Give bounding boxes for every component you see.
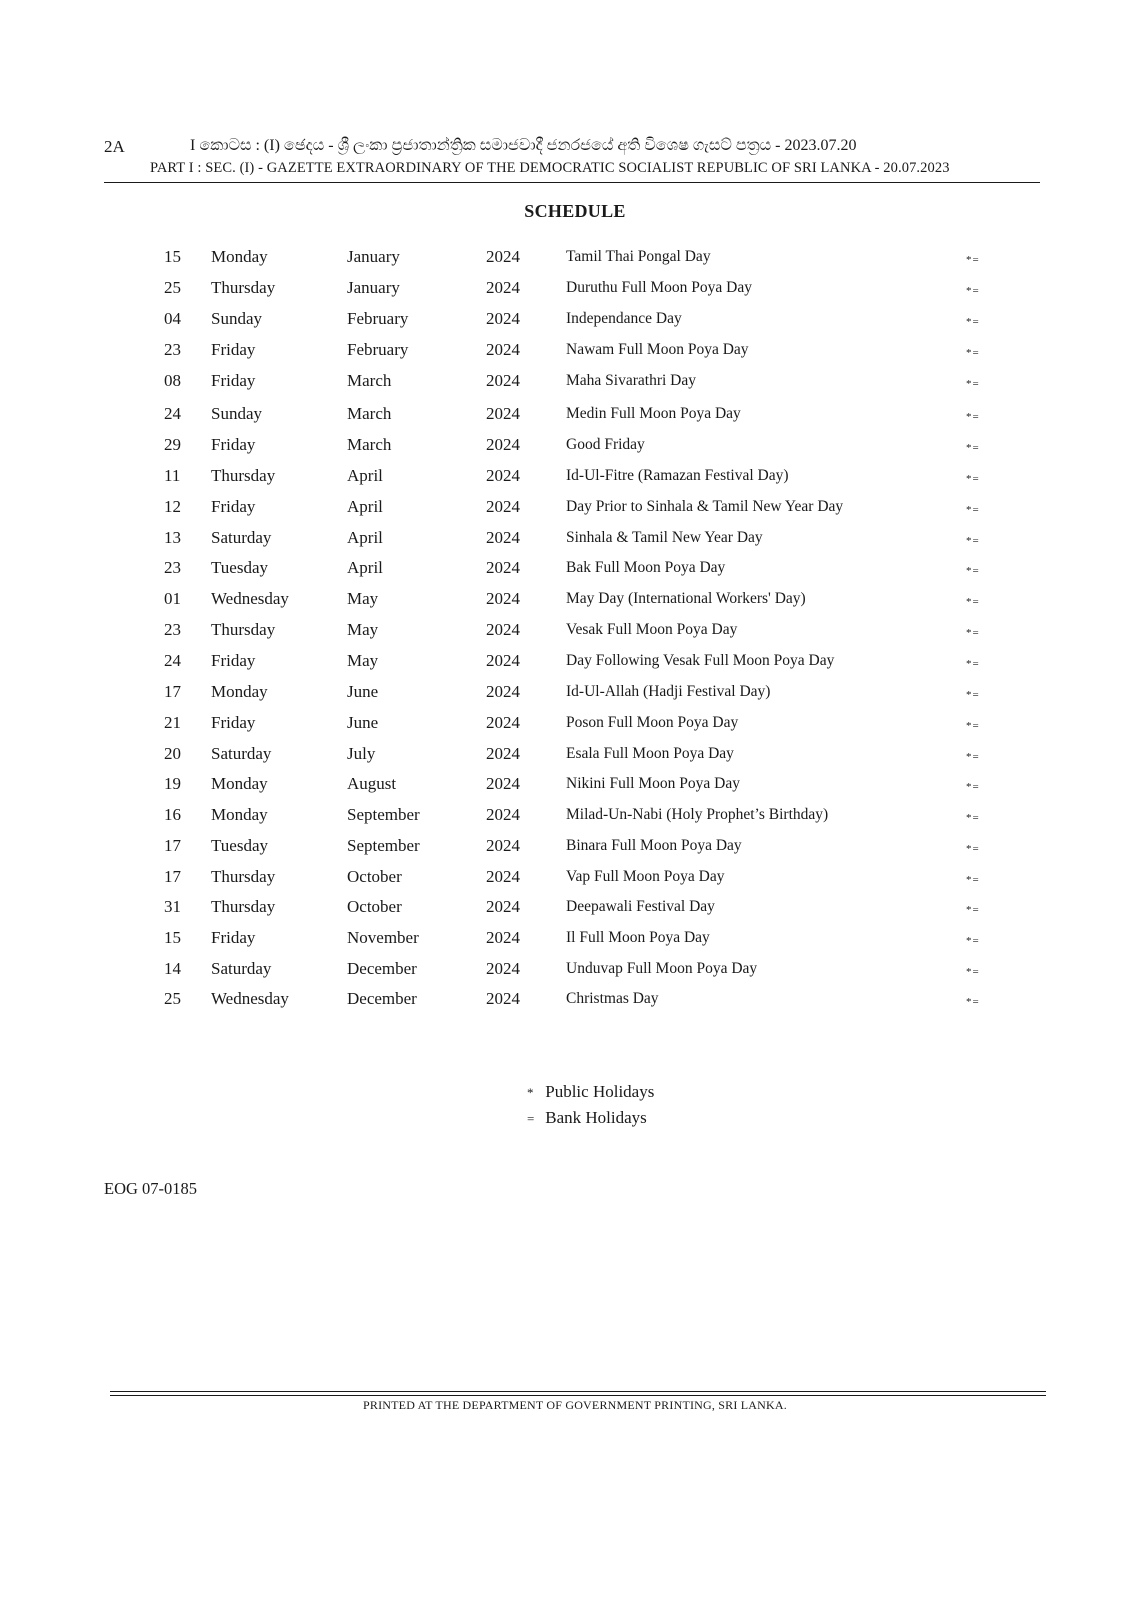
holiday-weekday: Wednesday (211, 589, 289, 608)
holiday-month: April (347, 528, 383, 547)
holiday-date: 16 (164, 805, 181, 824)
holiday-weekday: Thursday (211, 867, 276, 886)
legend-bank-label: Bank Holidays (545, 1108, 647, 1127)
footer-rule-bottom (110, 1395, 1046, 1396)
holiday-marker: *= (966, 874, 980, 886)
holiday-weekday: Sunday (211, 309, 262, 328)
holiday-month: June (347, 682, 379, 701)
holiday-year: 2024 (486, 682, 520, 701)
holiday-weekday: Monday (211, 247, 268, 266)
holiday-date: 24 (164, 404, 181, 423)
holiday-month: November (347, 928, 419, 947)
holiday-marker: *= (966, 504, 980, 516)
holiday-date: 17 (164, 867, 181, 886)
holiday-month: July (347, 744, 376, 763)
holiday-marker: *= (966, 751, 980, 763)
holiday-name: Sinhala & Tamil New Year Day (566, 529, 763, 546)
holiday-year: 2024 (486, 897, 520, 916)
holiday-month: May (347, 651, 379, 670)
holiday-date: 01 (164, 589, 181, 608)
holiday-year: 2024 (486, 247, 520, 266)
holiday-weekday: Thursday (211, 897, 276, 916)
table-row (0, 558, 1131, 584)
holiday-year: 2024 (486, 713, 520, 732)
header-english-line: PART I : SEC. (I) - GAZETTE EXTRAORDINARY OF THE DEMOCRATIC SOCIALIST REPUBLIC OF SRI LANKA - 20.07.2023 (150, 160, 950, 176)
holiday-weekday: Friday (211, 435, 256, 454)
holiday-marker: *= (966, 596, 980, 608)
table-row (0, 466, 1131, 492)
holiday-name: Deepawali Festival Day (566, 898, 715, 915)
table-row (0, 497, 1131, 523)
holiday-weekday: Wednesday (211, 989, 289, 1008)
holiday-name: Good Friday (566, 436, 645, 453)
holiday-marker: *= (966, 442, 980, 454)
table-row (0, 959, 1131, 985)
holiday-date: 23 (164, 620, 181, 639)
holiday-month: May (347, 620, 379, 639)
holiday-year: 2024 (486, 928, 520, 947)
holiday-date: 15 (164, 247, 181, 266)
holiday-year: 2024 (486, 867, 520, 886)
holiday-date: 12 (164, 497, 181, 516)
holiday-weekday: Thursday (211, 620, 276, 639)
holiday-year: 2024 (486, 774, 520, 793)
holiday-name: Tamil Thai Pongal Day (566, 248, 711, 265)
holiday-marker: *= (966, 781, 980, 793)
holiday-year: 2024 (486, 497, 520, 516)
table-row (0, 309, 1131, 335)
holiday-date: 23 (164, 340, 181, 359)
holiday-month: May (347, 589, 379, 608)
holiday-weekday: Monday (211, 682, 268, 701)
table-row (0, 989, 1131, 1015)
holiday-weekday: Thursday (211, 278, 276, 297)
holiday-name: Esala Full Moon Poya Day (566, 745, 734, 762)
holiday-month: September (347, 805, 420, 824)
holiday-name: Maha Sivarathri Day (566, 372, 696, 389)
table-row (0, 651, 1131, 677)
holiday-marker: *= (966, 411, 980, 423)
holiday-weekday: Thursday (211, 466, 276, 485)
legend-public-symbol: * (527, 1085, 534, 1100)
holiday-date: 17 (164, 682, 181, 701)
table-row (0, 774, 1131, 800)
legend-public (527, 1082, 654, 1108)
holiday-month: February (347, 340, 409, 359)
legend-bank-symbol: = (527, 1111, 535, 1126)
holiday-marker: *= (966, 347, 980, 359)
table-row (0, 435, 1131, 461)
holiday-year: 2024 (486, 558, 520, 577)
table-row (0, 340, 1131, 366)
holiday-name: Bak Full Moon Poya Day (566, 559, 726, 576)
holiday-marker: *= (966, 996, 980, 1008)
holiday-name: Day Following Vesak Full Moon Poya Day (566, 652, 835, 669)
holiday-weekday: Monday (211, 805, 268, 824)
schedule-title: SCHEDULE (524, 201, 626, 221)
holiday-year: 2024 (486, 836, 520, 855)
holiday-name: Day Prior to Sinhala & Tamil New Year Day (566, 498, 844, 515)
table-row (0, 528, 1131, 554)
holiday-month: March (347, 435, 392, 454)
holiday-month: October (347, 897, 402, 916)
holiday-date: 21 (164, 713, 181, 732)
holiday-month: January (347, 278, 400, 297)
holiday-date: 14 (164, 959, 181, 978)
holiday-month: December (347, 989, 417, 1008)
holiday-year: 2024 (486, 744, 520, 763)
holiday-year: 2024 (486, 340, 520, 359)
header-sinhala-line: I කොටස : (I) ඡෙදය - ශ්‍රී ලංකා ප්‍රජාතාන්ත්‍රික සමාජවාදී ජනරජයේ අති විශෙෂ ගැසට් පත්‍රය - 2023.07.20 (190, 137, 857, 154)
holiday-date: 20 (164, 744, 181, 763)
holiday-name: Vap Full Moon Poya Day (566, 868, 725, 885)
table-row (0, 247, 1131, 273)
holiday-weekday: Tuesday (211, 558, 268, 577)
holiday-name: Id-Ul-Fitre (Ramazan Festival Day) (566, 467, 789, 484)
holiday-month: December (347, 959, 417, 978)
holiday-marker: *= (966, 473, 980, 485)
holiday-name: Duruthu Full Moon Poya Day (566, 279, 752, 296)
table-row (0, 897, 1131, 923)
table-row (0, 805, 1131, 831)
holiday-weekday: Monday (211, 774, 268, 793)
legend (527, 1082, 654, 1134)
table-row (0, 713, 1131, 739)
table-row (0, 682, 1131, 708)
holiday-month: September (347, 836, 420, 855)
holiday-month: April (347, 558, 383, 577)
holiday-year: 2024 (486, 309, 520, 328)
holiday-date: 13 (164, 528, 181, 547)
holiday-year: 2024 (486, 528, 520, 547)
holiday-year: 2024 (486, 989, 520, 1008)
holiday-month: February (347, 309, 409, 328)
holiday-name: Independance Day (566, 310, 682, 327)
table-row (0, 836, 1131, 862)
header-divider (104, 182, 1040, 183)
holiday-year: 2024 (486, 466, 520, 485)
holiday-name: Nikini Full Moon Poya Day (566, 775, 740, 792)
holiday-month: April (347, 466, 383, 485)
holiday-name: Christmas Day (566, 990, 659, 1007)
holiday-marker: *= (966, 966, 980, 978)
holiday-date: 17 (164, 836, 181, 855)
holiday-marker: *= (966, 565, 980, 577)
holiday-date: 23 (164, 558, 181, 577)
holiday-name: Milad-Un-Nabi (Holy Prophet’s Birthday) (566, 806, 829, 823)
holiday-year: 2024 (486, 959, 520, 978)
holiday-marker: *= (966, 535, 980, 547)
holiday-year: 2024 (486, 620, 520, 639)
holiday-name: Binara Full Moon Poya Day (566, 837, 742, 854)
legend-public-label: Public Holidays (545, 1082, 655, 1101)
table-row (0, 589, 1131, 615)
holiday-marker: *= (966, 720, 980, 732)
holiday-weekday: Friday (211, 497, 256, 516)
holiday-name: Vesak Full Moon Poya Day (566, 621, 738, 638)
holiday-weekday: Friday (211, 340, 256, 359)
holiday-marker: *= (966, 378, 980, 390)
holiday-date: 31 (164, 897, 181, 916)
holiday-year: 2024 (486, 805, 520, 824)
holiday-name: May Day (International Workers' Day) (566, 590, 806, 607)
holiday-weekday: Friday (211, 371, 256, 390)
holiday-month: August (347, 774, 397, 793)
holiday-name: Id-Ul-Allah (Hadji Festival Day) (566, 683, 771, 700)
holiday-date: 15 (164, 928, 181, 947)
holiday-marker: *= (966, 935, 980, 947)
holiday-date: 08 (164, 371, 181, 390)
holiday-name: Nawam Full Moon Poya Day (566, 341, 749, 358)
holiday-date: 11 (164, 466, 181, 485)
table-row (0, 278, 1131, 304)
holiday-marker: *= (966, 689, 980, 701)
holiday-weekday: Saturday (211, 528, 272, 547)
holiday-name: Poson Full Moon Poya Day (566, 714, 739, 731)
holiday-marker: *= (966, 285, 980, 297)
holiday-year: 2024 (486, 651, 520, 670)
holiday-month: April (347, 497, 383, 516)
table-row (0, 371, 1131, 397)
holiday-month: June (347, 713, 379, 732)
holiday-weekday: Friday (211, 713, 256, 732)
holiday-month: October (347, 867, 402, 886)
holiday-date: 29 (164, 435, 181, 454)
holiday-marker: *= (966, 254, 980, 266)
legend-bank (527, 1108, 654, 1134)
table-row (0, 867, 1131, 893)
holiday-date: 04 (164, 309, 181, 328)
holiday-marker: *= (966, 316, 980, 328)
holiday-year: 2024 (486, 435, 520, 454)
reference-code: EOG 07-0185 (104, 1179, 198, 1198)
holiday-date: 19 (164, 774, 181, 793)
holiday-weekday: Tuesday (211, 836, 268, 855)
holiday-date: 25 (164, 278, 181, 297)
holiday-date: 25 (164, 989, 181, 1008)
holiday-marker: *= (966, 627, 980, 639)
table-row (0, 928, 1131, 954)
holiday-marker: *= (966, 812, 980, 824)
holiday-year: 2024 (486, 278, 520, 297)
holiday-month: March (347, 404, 392, 423)
table-row (0, 744, 1131, 770)
holiday-date: 24 (164, 651, 181, 670)
holiday-weekday: Friday (211, 651, 256, 670)
table-row (0, 620, 1131, 646)
holiday-year: 2024 (486, 371, 520, 390)
holiday-marker: *= (966, 904, 980, 916)
holiday-name: Medin Full Moon Poya Day (566, 405, 741, 422)
holiday-year: 2024 (486, 404, 520, 423)
table-row (0, 404, 1131, 430)
holiday-weekday: Saturday (211, 959, 272, 978)
footer-printer-text: PRINTED AT THE DEPARTMENT OF GOVERNMENT PRINTING, SRI LANKA. (363, 1398, 787, 1412)
holiday-month: March (347, 371, 392, 390)
holiday-weekday: Friday (211, 928, 256, 947)
holiday-name: Unduvap Full Moon Poya Day (566, 960, 758, 977)
holiday-name: Il Full Moon Poya Day (566, 929, 710, 946)
holiday-weekday: Saturday (211, 744, 272, 763)
holiday-year: 2024 (486, 589, 520, 608)
holiday-month: January (347, 247, 400, 266)
holiday-marker: *= (966, 843, 980, 855)
holiday-marker: *= (966, 658, 980, 670)
page-number: 2A (104, 137, 125, 156)
footer-rule-top (110, 1391, 1046, 1392)
holiday-weekday: Sunday (211, 404, 262, 423)
